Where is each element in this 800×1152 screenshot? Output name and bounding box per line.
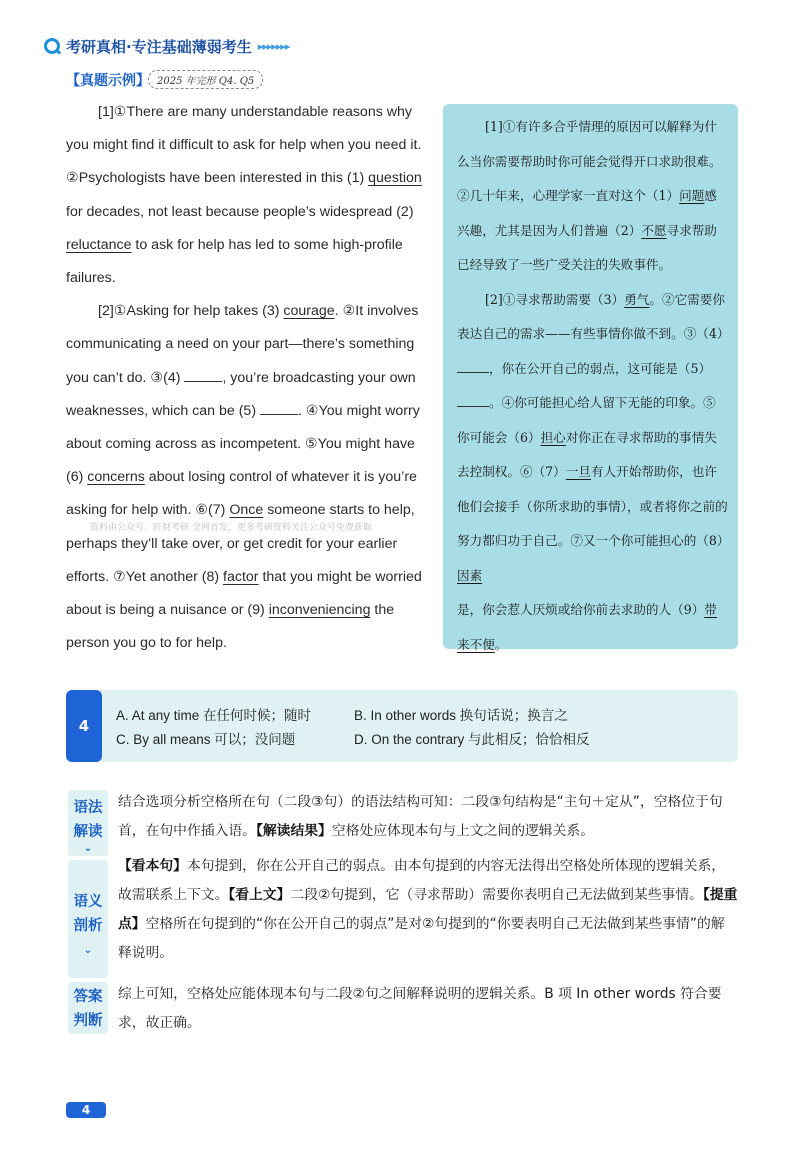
header-title: 考研真相·专注基础薄弱考生 xyxy=(66,37,252,56)
translation-box xyxy=(443,104,738,652)
answer-6: concerns xyxy=(87,469,145,486)
answer-3: courage xyxy=(283,303,335,320)
translation-paragraph-1: [1]①有许多合乎情理的原因可以解释为什么当你需要帮助时你可能会觉得开口求助很难。②几十年来，心理学家一直对这个（1）问题感兴趣，尤其是因为人们普遍（2）不愿寻求帮助已经导致了一些广受关注的失败事件。 xyxy=(457,119,722,272)
semantic-tag: 语义剖析 ⌄ xyxy=(68,860,108,978)
option-a: A. At any time 在任何时候；随时 xyxy=(116,708,312,723)
page-header xyxy=(44,34,289,58)
english-passage xyxy=(66,96,432,660)
answer-1: question xyxy=(368,170,422,187)
blank-5 xyxy=(260,402,298,415)
semantic-analysis: 【看本句】本句提到，你在公开自己的弱点。由本句提到的内容无法得出空格处所体现的逻辑关系，故需联系上下文。【看上文】二段②句提到，它（寻求帮助）需要你表明自己无法做到某些事情。【提重点】空格所在句提到的“你在公开自己的弱点”是对②句提到的“你要表明自己无法做到某些事情”的解释说明。 xyxy=(118,858,738,961)
source-tag: 2025 年完形 Q4. Q5 xyxy=(148,70,263,89)
translation-paragraph-2: [2]①寻求帮助需要（3）勇气。②它需要你表达自己的需求——有些事情你做不到。③（4），你在公开自己的弱点，这可能是（5）。④你可能担心给人留下无能的印象。⑤你可能会（6）担心对你正在寻求帮助的事情失去控制权。⑥（7）一旦有人开始帮助你，也许他们会接手（你所求助的事情），或者将你之前的努力都归功于自己。⑦又一个你可能担心的（8）因素是，你会惹人厌烦或给你前去求助的人（9）带来不便。 xyxy=(457,291,730,652)
header-arrows: ▸▸▸▸▸▸▸ xyxy=(257,39,290,53)
answer-9: inconveniencing xyxy=(268,602,371,619)
search-logo-icon xyxy=(44,38,60,54)
option-b: B. In other words 换句话说；换言之 xyxy=(354,708,568,723)
grammar-analysis: 结合选项分析空格所在句（二段③句）的语法结构可知：二段③句结构是“主句＋定从”，空格位于句首，在句中作插入语。【解读结果】空格处应体现本句与上文之间的逻辑关系。 xyxy=(118,794,723,839)
page-number: 4 xyxy=(66,1102,106,1118)
answer-7: Once xyxy=(229,502,264,519)
grammar-tag: 语法解读 ⌄ xyxy=(68,790,108,856)
blank-4 xyxy=(184,369,222,382)
option-d: D. On the contrary 与此相反；恰恰相反 xyxy=(354,732,590,747)
question-number: 4 xyxy=(66,690,102,762)
options-box xyxy=(66,690,738,762)
answer-analysis: 综上可知，空格处应能体现本句与二段②句之间解释说明的逻辑关系。B 项 In other words 符合要求，故正确。 xyxy=(118,986,722,1031)
answer-tag: 答案判断 xyxy=(68,982,108,1034)
passage-paragraph-2: [2]①Asking for help takes (3) courage. ②It involves communicating a need on your part—there’s something you can’t do. ③(4) , you’re broadcasting your own weaknesses, which can be (5) . ④You might worry about coming across as incompetent. ⑤You might have (6) concerns about losing control of whatever it is you’re asking for help with. ⑥(7) Once someone starts to help, perhaps they’ll take over, or get credit for your earlier efforts. ⑦Yet another (8) factor that you might be worried about is being a nuisance or (9) inconveniencing the person you go to for help. xyxy=(66,303,422,652)
answer-2: reluctance xyxy=(66,236,132,253)
passage-paragraph-1: [1]①There are many understandable reasons why you might find it difficult to ask for help when you need it. ②Psychologists have been interested in this (1) question for decades, not least because people’s widespread (2) reluctance to ask for help has led to some high-profile failures. xyxy=(66,104,422,287)
example-label: 【真题示例】 xyxy=(66,73,150,89)
answer-8: factor xyxy=(223,568,259,585)
option-c: C. By all means 可以；没问题 xyxy=(116,732,296,747)
watermark: 资料由公众号：旺财考研 全网首发，更多考研资料关注公众号免费获取 xyxy=(90,523,372,533)
